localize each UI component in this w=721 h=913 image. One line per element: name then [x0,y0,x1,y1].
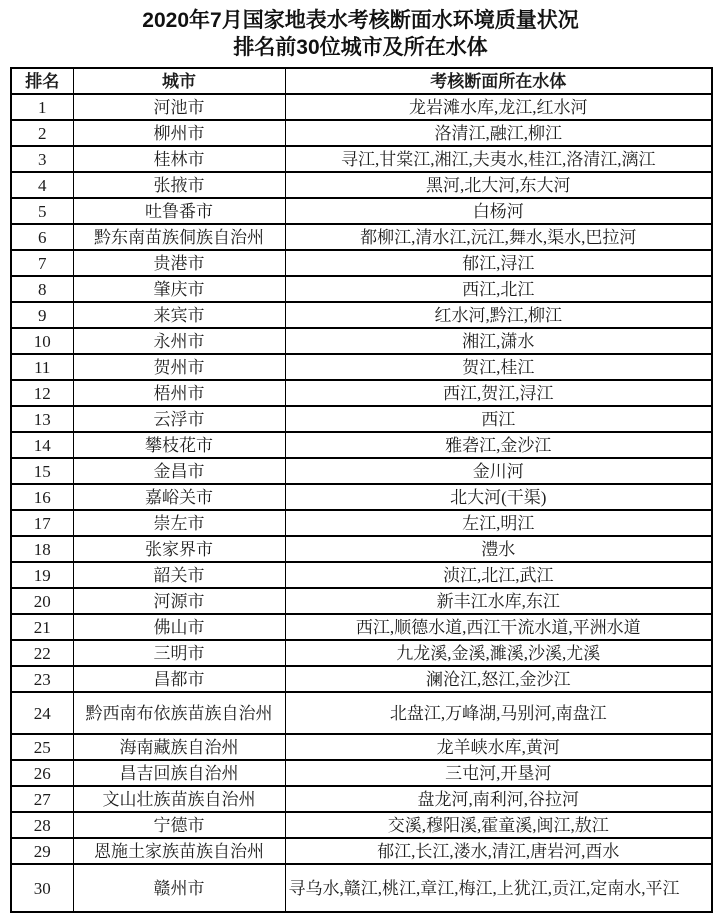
cell-city: 永州市 [73,328,285,354]
cell-rank: 9 [11,302,73,328]
cell-rank: 7 [11,250,73,276]
cell-rank: 25 [11,734,73,760]
cell-waters: 洛清江,融江,柳江 [285,120,712,146]
cell-rank: 30 [11,864,73,912]
cell-rank: 16 [11,484,73,510]
cell-rank: 3 [11,146,73,172]
cell-waters: 西江 [285,406,712,432]
water-quality-ranking-table [10,67,713,913]
cell-city: 河源市 [73,588,285,614]
table-row [11,864,712,912]
cell-waters: 西江,贺江,浔江 [285,380,712,406]
cell-city: 佛山市 [73,614,285,640]
cell-city: 昌都市 [73,666,285,692]
cell-city: 恩施土家族苗族自治州 [73,838,285,864]
cell-rank: 6 [11,224,73,250]
cell-city: 韶关市 [73,562,285,588]
header-city: 城市 [73,68,285,94]
cell-city: 昌吉回族自治州 [73,760,285,786]
cell-city: 海南藏族自治州 [73,734,285,760]
table-row [11,120,712,146]
table-row [11,276,712,302]
cell-city: 桂林市 [73,146,285,172]
table-row [11,484,712,510]
cell-city: 崇左市 [73,510,285,536]
table-row [11,812,712,838]
table-body [11,94,712,912]
cell-waters: 浈江,北江,武江 [285,562,712,588]
cell-rank: 17 [11,510,73,536]
cell-waters: 红水河,黔江,柳江 [285,302,712,328]
table-row [11,588,712,614]
table-row [11,328,712,354]
cell-city: 文山壮族苗族自治州 [73,786,285,812]
cell-rank: 19 [11,562,73,588]
cell-rank: 27 [11,786,73,812]
cell-city: 三明市 [73,640,285,666]
table-row [11,172,712,198]
table-row [11,562,712,588]
cell-city: 吐鲁番市 [73,198,285,224]
page-title [0,7,721,61]
cell-waters: 九龙溪,金溪,濉溪,沙溪,尤溪 [285,640,712,666]
table-row [11,94,712,120]
table-row [11,536,712,562]
cell-city: 河池市 [73,94,285,120]
cell-waters: 龙羊峡水库,黄河 [285,734,712,760]
cell-city: 云浮市 [73,406,285,432]
cell-waters: 白杨河 [285,198,712,224]
cell-rank: 24 [11,692,73,734]
cell-waters: 寻江,甘棠江,湘江,夫夷水,桂江,洛清江,漓江 [285,146,712,172]
cell-rank: 5 [11,198,73,224]
cell-rank: 4 [11,172,73,198]
cell-rank: 23 [11,666,73,692]
cell-city: 张掖市 [73,172,285,198]
cell-city: 黔东南苗族侗族自治州 [73,224,285,250]
table-row [11,614,712,640]
cell-rank: 28 [11,812,73,838]
cell-rank: 22 [11,640,73,666]
cell-rank: 8 [11,276,73,302]
cell-city: 贺州市 [73,354,285,380]
table-row [11,354,712,380]
cell-city: 攀枝花市 [73,432,285,458]
cell-city: 金昌市 [73,458,285,484]
table-row [11,146,712,172]
cell-city: 来宾市 [73,302,285,328]
cell-waters: 北大河(干渠) [285,484,712,510]
cell-waters: 盘龙河,南利河,谷拉河 [285,786,712,812]
page-title-line2: 排名前30位城市及所在水体 [233,36,488,59]
table-row [11,198,712,224]
table-row [11,666,712,692]
cell-city: 黔西南布依族苗族自治州 [73,692,285,734]
table-row [11,432,712,458]
cell-waters: 左江,明江 [285,510,712,536]
cell-waters: 西江,北江 [285,276,712,302]
cell-waters: 龙岩滩水库,龙江,红水河 [285,94,712,120]
table-row [11,692,712,734]
cell-city: 嘉峪关市 [73,484,285,510]
cell-city: 柳州市 [73,120,285,146]
cell-waters: 三屯河,开垦河 [285,760,712,786]
table-header [11,68,712,94]
table-header-row [11,68,712,94]
cell-rank: 29 [11,838,73,864]
cell-waters: 交溪,穆阳溪,霍童溪,闽江,敖江 [285,812,712,838]
table-row [11,734,712,760]
cell-city: 肇庆市 [73,276,285,302]
table-row [11,760,712,786]
page-title-line1: 2020年7月国家地表水考核断面水环境质量状况 [142,9,579,32]
cell-rank: 21 [11,614,73,640]
cell-waters: 澧水 [285,536,712,562]
cell-city: 赣州市 [73,864,285,912]
table-row [11,250,712,276]
cell-waters: 郁江,长江,溇水,清江,唐岩河,酉水 [285,838,712,864]
table-row [11,510,712,536]
table-row [11,640,712,666]
cell-city: 宁德市 [73,812,285,838]
cell-rank: 18 [11,536,73,562]
cell-city: 张家界市 [73,536,285,562]
cell-waters: 湘江,潇水 [285,328,712,354]
cell-waters: 雅砻江,金沙江 [285,432,712,458]
cell-waters: 澜沧江,怒江,金沙江 [285,666,712,692]
table-row [11,786,712,812]
cell-rank: 26 [11,760,73,786]
header-rank: 排名 [11,68,73,94]
table-row [11,838,712,864]
cell-rank: 10 [11,328,73,354]
cell-rank: 12 [11,380,73,406]
cell-rank: 20 [11,588,73,614]
cell-rank: 2 [11,120,73,146]
header-waters: 考核断面所在水体 [285,68,712,94]
table-row [11,224,712,250]
cell-city: 贵港市 [73,250,285,276]
table-row [11,302,712,328]
cell-waters: 西江,顺德水道,西江干流水道,平洲水道 [285,614,712,640]
cell-waters: 郁江,浔江 [285,250,712,276]
cell-city: 梧州市 [73,380,285,406]
cell-waters: 北盘江,万峰湖,马别河,南盘江 [285,692,712,734]
cell-waters: 贺江,桂江 [285,354,712,380]
table-row [11,406,712,432]
table-row [11,380,712,406]
cell-rank: 15 [11,458,73,484]
cell-waters: 黑河,北大河,东大河 [285,172,712,198]
cell-rank: 11 [11,354,73,380]
cell-rank: 13 [11,406,73,432]
cell-rank: 1 [11,94,73,120]
cell-waters: 寻乌水,赣江,桃江,章江,梅江,上犹江,贡江,定南水,平江 [285,864,712,912]
cell-waters: 新丰江水库,东江 [285,588,712,614]
table-row [11,458,712,484]
cell-waters: 都柳江,清水江,沅江,舞水,渠水,巴拉河 [285,224,712,250]
cell-rank: 14 [11,432,73,458]
cell-waters: 金川河 [285,458,712,484]
